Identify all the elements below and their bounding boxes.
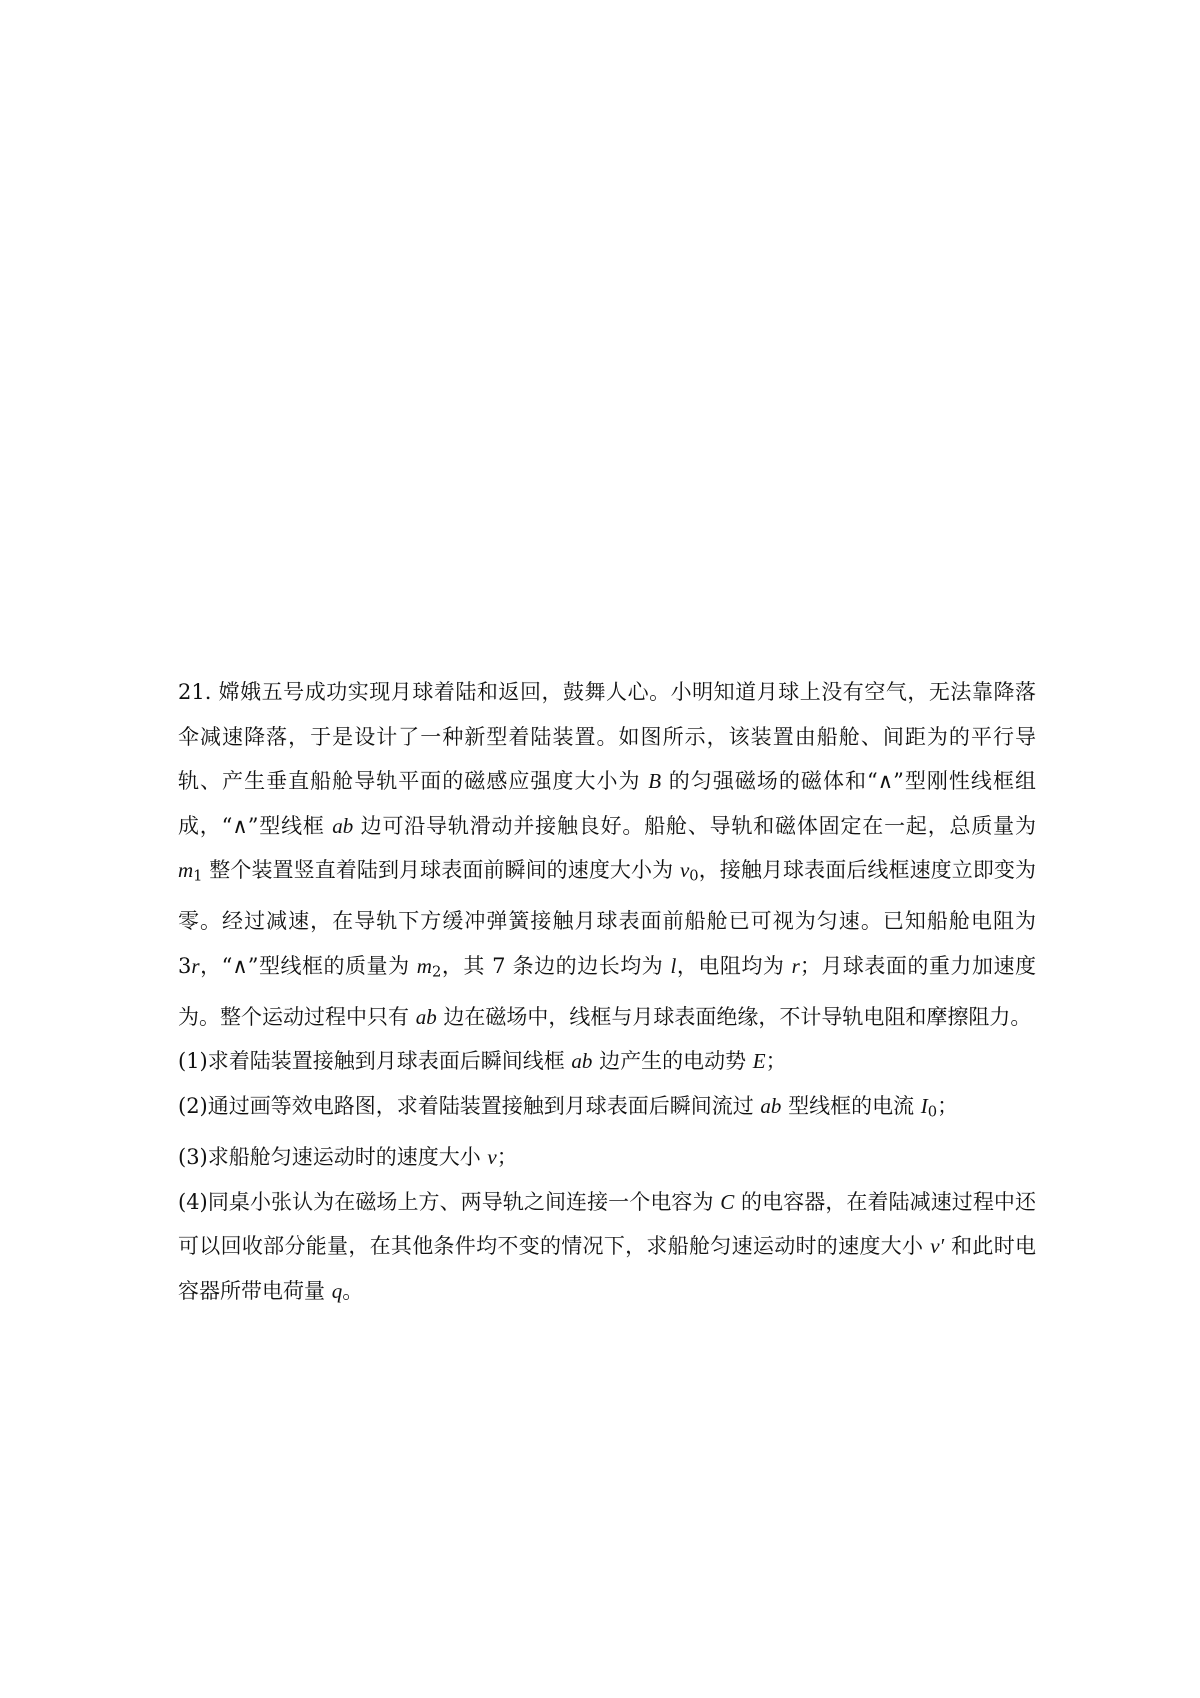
q1-text: 边产生的电动势 [592, 1049, 753, 1074]
var-v0: v [679, 858, 690, 882]
var-C: C [720, 1189, 735, 1214]
var-v0-sub: 0 [689, 867, 699, 885]
q2-text: ； [937, 1093, 959, 1118]
question-1 [178, 1039, 1036, 1084]
intro-text-2: 的匀强磁场的磁体和“∧”型刚性线框组成，“∧”型线框 [178, 769, 1036, 838]
q2-text: (2)通过画等效电路图，求着陆装置接触到月球表面后瞬间流过 [178, 1093, 761, 1118]
var-m2: m [416, 953, 432, 978]
problem-number: 21. [178, 680, 212, 704]
var-m1-sub: 1 [193, 867, 203, 885]
intro-text-6: ，“∧”型线框的质量为 [199, 953, 417, 978]
var-ab: ab [332, 813, 354, 838]
q4-text: 的电容器，在着陆减速过程中还可以回收部分能量，在其他条件均不变的情况下，求船舱匀速运动时的速度大小 [178, 1189, 1036, 1259]
intro-text-10: 边在磁场中，线框与月球表面绝缘，不计导轨电阻和摩擦阻力。 [436, 1004, 1032, 1029]
q3-text: (3)求船舱匀速运动时的速度大小 [178, 1145, 488, 1170]
var-m1: m [178, 858, 194, 882]
var-r: r [791, 953, 800, 978]
var-l: l [670, 953, 677, 978]
q2-text: 型线框的电流 [781, 1093, 921, 1118]
intro-text-3: 边可沿导轨滑动并接触良好。船舱、导轨和磁体固定在一起，总质量为 [353, 813, 1036, 838]
var-I0-sub: 0 [927, 1103, 938, 1121]
q4-text: 和此时电容器所带电荷量 [178, 1234, 1036, 1303]
q1-text: (1)求着陆装置接触到月球表面后瞬间线框 [178, 1049, 572, 1074]
intro-text-4: 整个装置竖直着陆到月球表面前瞬间的速度大小为 [202, 858, 680, 882]
var-m2-sub: 2 [431, 963, 442, 981]
intro-text-5: ，接触月球表面后线框速度立即变为零。经过减速，在导轨下方缓冲弹簧接触月球表面前船舱已可视为匀速。已知船舱电阻为 3 [178, 858, 1036, 978]
intro-text-9: ；月球表面的重力加速度为。整个运动过程中只有 [178, 953, 1036, 1029]
var-I0: I [920, 1093, 928, 1118]
var-v: v [487, 1145, 497, 1170]
var-ab: ab [415, 1004, 437, 1029]
var-ab: ab [760, 1093, 782, 1118]
problem-intro [178, 670, 1036, 1039]
problem-21 [178, 670, 1036, 1313]
question-4 [178, 1180, 1036, 1314]
question-2 [178, 1084, 1036, 1135]
intro-text-7: ，其 7 条边的边长均为 [441, 953, 671, 978]
var-B: B [648, 769, 662, 793]
var-ab: ab [571, 1049, 593, 1074]
var-r: r [191, 953, 200, 978]
q3-text: ； [496, 1145, 518, 1170]
q4-text: (4)同桌小张认为在磁场上方、两导轨之间连接一个电容为 [178, 1189, 721, 1214]
intro-text-1: 嫦娥五号成功实现月球着陆和返回，鼓舞人心。小明知道月球上没有空气，无法靠降落伞减速降落，于是设计了一种新型着陆装置。如图所示，该装置由船舱、间距为的平行导轨、产生垂直船舱导轨平面的磁感应强度大小为 [178, 680, 1036, 793]
question-3 [178, 1135, 1036, 1180]
var-E: E [752, 1049, 766, 1074]
var-v-prime: v′ [930, 1234, 945, 1259]
q4-text: 。 [342, 1278, 364, 1303]
var-q: q [331, 1278, 343, 1303]
q1-text: ； [765, 1049, 787, 1074]
intro-text-8: ，电阻均为 [676, 953, 792, 978]
